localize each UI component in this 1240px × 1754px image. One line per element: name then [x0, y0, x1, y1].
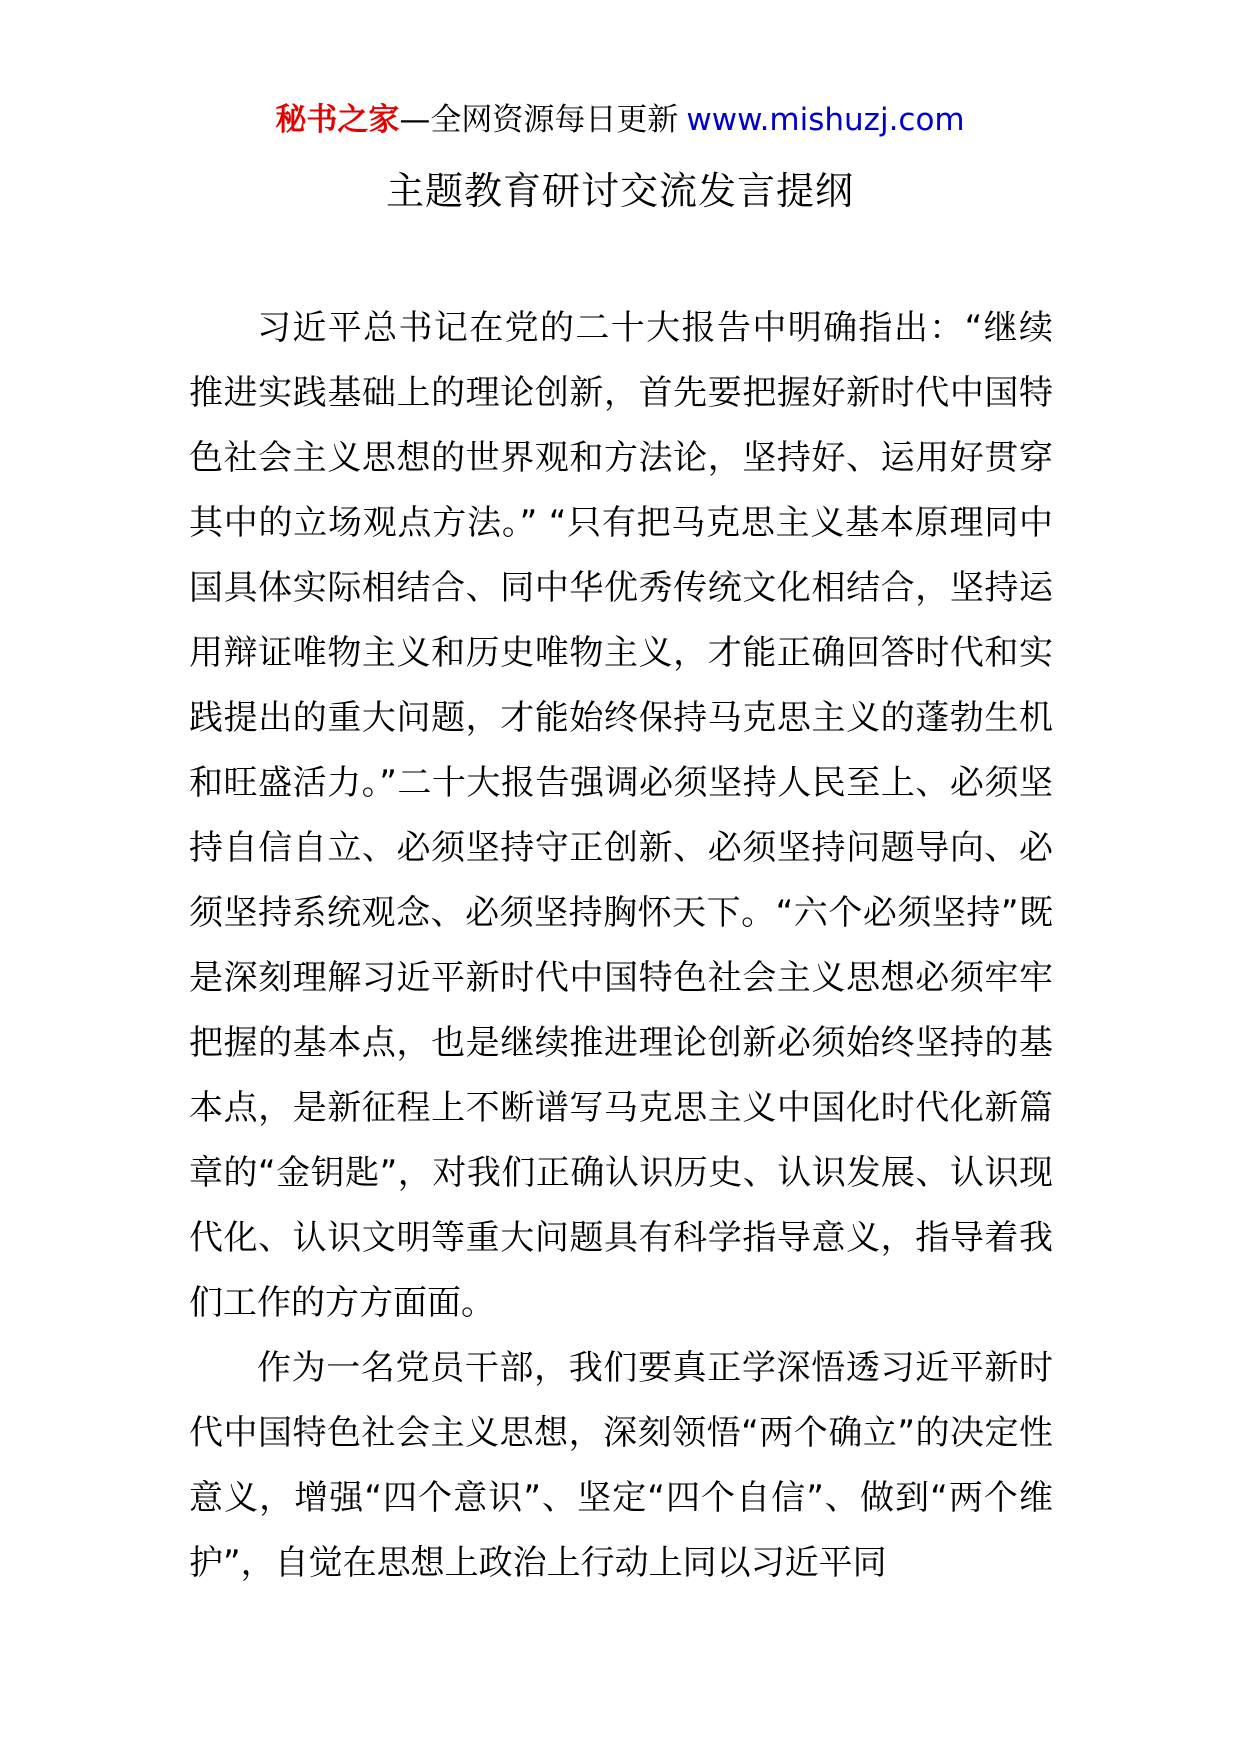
site-tagline: —全网资源每日更新: [399, 102, 679, 138]
document-title: 主题教育研讨交流发言提纲: [385, 169, 854, 213]
paragraph-1: 习近平总书记在党的二十大报告中明确指出：“继续推进实践基础上的理论创新，首先要把握好新时代中国特色社会主义思想的世界观和方法论，坚持好、运用好贯穿其中的立场观点方法。” “只有把马克思主义基本原理同中国具体实际相结合、同中华优秀传统文化相结合，坚持运用辩证唯物主义和历史唯物主义，才能正确回答时代和实践提出的重大问题，才能始终保持马克思主义的蓬勃生机和旺盛活力。”二十大报告强调必须坚持人民至上、必须坚持自信自立、必须坚持守正创新、必须坚持问题导向、必须坚持系统观念、必须坚持胸怀天下。“六个必须坚持”既是深刻理解习近平新时代中国特色社会主义思想必须牢牢把握的基本点，也是继续推进理论创新必须始终坚持的基本点，是新征程上不断谱写马克思主义中国化时代化新篇章的“金钥匙”，对我们正确认识历史、认识发展、认识现代化、认识文明等重大问题具有科学指导意义，指导着我们工作的方方面面。: [189, 308, 1053, 1323]
site-header: [0, 98, 1240, 142]
site-url-link[interactable]: www.mishuzj.com: [686, 102, 965, 138]
document-body: [189, 296, 1053, 1596]
paragraph-2: 作为一名党员干部，我们要真正学深悟透习近平新时代中国特色社会主义思想，深刻领悟“两个确立”的决定性意义，增强“四个意识”、坚定“四个自信”、做到“两个维护”，自觉在思想上政治上行动上同以习近平同: [189, 1348, 1053, 1583]
site-brand: 秘书之家: [275, 102, 400, 138]
